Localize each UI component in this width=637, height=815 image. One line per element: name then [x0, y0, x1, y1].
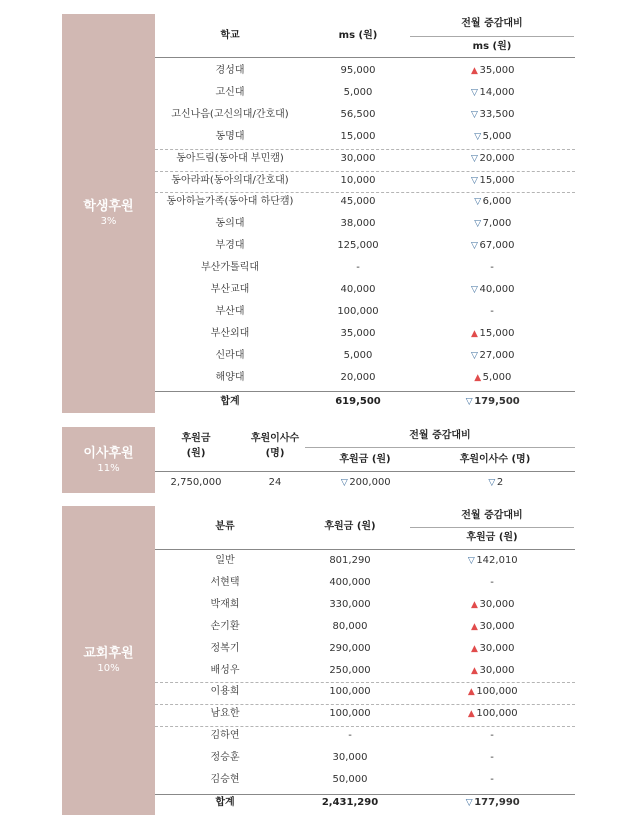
category-name: 이용희 — [210, 686, 240, 698]
row-divider — [155, 192, 575, 193]
row-divider — [155, 704, 575, 705]
change-cell: ▽ 33,500 — [471, 108, 515, 120]
up-triangle-icon: ▲ — [471, 643, 478, 654]
amount-value: 801,290 — [329, 555, 371, 566]
down-triangle-icon: ▽ — [471, 285, 478, 295]
amount-value: 50,000 — [332, 774, 368, 785]
change-cell: - — [490, 262, 494, 274]
category-name: 정승훈 — [210, 752, 240, 764]
director-count: 24 — [268, 477, 282, 488]
school-name: 동명대 — [215, 130, 245, 142]
change-cell: ▽ 40,000 — [471, 284, 515, 295]
ms-value: 5,000 — [343, 349, 373, 361]
church-total-line — [155, 794, 575, 795]
director-mom-amount: ▽ 200,000 — [340, 477, 391, 488]
amount-value: - — [348, 730, 352, 742]
director-mom-count: ▽ 2 — [488, 477, 504, 488]
change-cell: ▽ 15,000 — [471, 174, 515, 186]
church-section-title: 교회후원 — [83, 646, 134, 661]
amount-value: 80,000 — [332, 620, 368, 632]
ms-value: 20,000 — [340, 371, 376, 383]
student-total-ms: 619,500 — [335, 396, 381, 407]
down-triangle-icon: ▽ — [474, 219, 482, 230]
director-section-title: 이사후원 — [83, 445, 134, 461]
ms-value: 10,000 — [340, 174, 376, 186]
up-triangle-icon: ▲ — [467, 687, 475, 698]
header-divider — [305, 447, 575, 448]
up-triangle-icon: ▲ — [471, 66, 478, 76]
school-name: 고신나음(고신의대/간호대) — [171, 108, 289, 120]
change-cell: ▽ 20,000 — [471, 152, 515, 164]
ms-value: 125,000 — [337, 240, 379, 252]
down-triangle-icon: ▽ — [488, 478, 496, 488]
ms-value: 5,000 — [343, 86, 373, 98]
down-triangle-icon: ▽ — [471, 350, 478, 361]
header-bottom-line — [155, 57, 575, 58]
down-triangle-icon: ▽ — [474, 131, 482, 142]
down-triangle-icon: ▽ — [340, 478, 348, 488]
change-cell: ▽ 7,000 — [474, 218, 512, 230]
change-cell: ▲ 15,000 — [471, 327, 515, 339]
change-cell: - — [490, 752, 494, 764]
ms-value: 15,000 — [340, 130, 376, 142]
change-cell: ▲ 30,000 — [471, 664, 515, 676]
up-triangle-icon: ▲ — [474, 372, 482, 383]
category-name: 서현택 — [210, 576, 240, 588]
church-header-bottom-line — [155, 549, 575, 550]
school-name: 신라대 — [215, 349, 245, 361]
school-name: 해양대 — [215, 371, 245, 383]
category-name: 일반 — [215, 555, 235, 566]
category-name: 배성우 — [210, 664, 240, 676]
change-cell: - — [490, 730, 494, 742]
header-school: 학교 — [220, 30, 240, 41]
change-cell: ▽ 67,000 — [471, 240, 515, 252]
header-mom: 전월 증감대비 — [461, 510, 523, 521]
ms-value: 45,000 — [340, 196, 376, 208]
change-cell: ▲ 30,000 — [471, 620, 515, 632]
school-name: 부산대 — [215, 305, 245, 317]
header-ms: ms (원) — [338, 30, 378, 41]
director-section-label — [62, 427, 155, 493]
school-name: 부산외대 — [210, 327, 250, 339]
header-count-unit: (명) — [265, 448, 285, 459]
change-cell: ▲ 35,000 — [471, 65, 515, 76]
change-cell: ▲ 30,000 — [471, 642, 515, 654]
school-name: 부산가톨릭대 — [201, 262, 259, 274]
school-name: 경성대 — [215, 65, 245, 76]
ms-value: 95,000 — [340, 65, 376, 76]
church-total-label: 합계 — [215, 797, 235, 808]
down-triangle-icon: ▽ — [471, 153, 478, 164]
change-cell: - — [490, 774, 494, 785]
header-mom-sub: 후원금 (원) — [466, 532, 518, 543]
down-triangle-icon: ▽ — [474, 197, 482, 208]
down-triangle-icon: ▽ — [471, 241, 478, 252]
header-mom: 전월 증감대비 — [461, 18, 523, 29]
amount-value: 330,000 — [329, 598, 371, 610]
category-name: 정복기 — [210, 642, 240, 654]
ms-value: 30,000 — [340, 152, 376, 164]
up-triangle-icon: ▲ — [471, 328, 478, 339]
student-section-percent: 3% — [100, 216, 117, 227]
amount-value: 100,000 — [329, 708, 371, 720]
amount-value: 30,000 — [332, 752, 368, 764]
director-header-bottom-line — [155, 471, 575, 472]
down-triangle-icon: ▽ — [471, 175, 478, 186]
church-total-change: ▽ 177,990 — [465, 797, 520, 808]
ms-value: 40,000 — [340, 284, 376, 295]
ms-value: 38,000 — [340, 218, 376, 230]
down-triangle-icon: ▽ — [471, 109, 478, 120]
church-section-label — [62, 506, 155, 815]
ms-value: 100,000 — [337, 305, 379, 317]
church-total-amount: 2,431,290 — [321, 797, 379, 808]
school-name: 동아드림(동아대 부민캠) — [176, 152, 284, 164]
school-name: 동아하늘가족(동아대 하단캠) — [166, 196, 294, 208]
header-amount: 후원금 — [181, 433, 211, 444]
student-total-label: 합계 — [220, 396, 240, 407]
change-cell: ▲ 100,000 — [467, 708, 518, 720]
header-mom-amount: 후원금 (원) — [339, 454, 391, 465]
student-total-line — [155, 391, 575, 392]
amount-value: 250,000 — [329, 664, 371, 676]
student-section-label — [62, 14, 155, 413]
ms-value: 56,500 — [340, 108, 376, 120]
school-name: 고신대 — [215, 86, 245, 98]
school-name: 동의대 — [215, 218, 245, 230]
up-triangle-icon: ▲ — [471, 665, 478, 676]
student-section-title: 학생후원 — [83, 199, 134, 214]
down-triangle-icon: ▽ — [471, 87, 478, 98]
category-name: 김하연 — [210, 730, 240, 742]
director-section-percent: 11% — [97, 462, 120, 474]
down-triangle-icon: ▽ — [465, 397, 473, 407]
header-category: 분류 — [215, 521, 235, 532]
change-cell: ▽ 142,010 — [467, 555, 518, 566]
down-triangle-icon: ▽ — [467, 556, 475, 566]
amount-value: 400,000 — [329, 576, 371, 588]
change-cell: ▽ 6,000 — [474, 196, 512, 208]
header-count: 후원이사수 — [250, 433, 300, 444]
change-cell: ▲ 30,000 — [471, 598, 515, 610]
change-cell: ▲ 100,000 — [467, 686, 518, 698]
change-cell: ▽ 5,000 — [474, 130, 512, 142]
header-mom-count: 후원이사수 (명) — [459, 454, 531, 465]
down-triangle-icon: ▽ — [465, 798, 473, 808]
up-triangle-icon: ▲ — [471, 599, 478, 610]
header-amount: 후원금 (원) — [324, 521, 376, 532]
student-total-change: ▽ 179,500 — [465, 396, 520, 407]
header-mom-sub: ms (원) — [472, 41, 512, 52]
up-triangle-icon: ▲ — [471, 621, 478, 632]
category-name: 손기환 — [210, 620, 240, 632]
category-name: 박재희 — [210, 598, 240, 610]
church-section-percent: 10% — [97, 663, 120, 674]
amount-value: 290,000 — [329, 642, 371, 654]
change-cell: ▲ 5,000 — [474, 371, 512, 383]
school-name: 부산교대 — [210, 284, 250, 295]
row-divider — [155, 682, 575, 683]
school-name: 부경대 — [215, 240, 245, 252]
ms-value: 35,000 — [340, 327, 376, 339]
director-amount: 2,750,000 — [170, 477, 222, 488]
row-divider — [155, 171, 575, 172]
school-name: 동아라파(동아의대/간호대) — [171, 174, 289, 186]
row-divider — [155, 726, 575, 727]
amount-value: 100,000 — [329, 686, 371, 698]
header-amount-unit: (원) — [186, 448, 206, 459]
row-divider — [155, 149, 575, 150]
header-divider — [410, 527, 574, 528]
category-name: 김승현 — [210, 774, 240, 785]
change-cell: ▽ 14,000 — [471, 86, 515, 98]
change-cell: - — [490, 576, 494, 588]
change-cell: ▽ 27,000 — [471, 349, 515, 361]
up-triangle-icon: ▲ — [467, 709, 475, 720]
header-mom: 전월 증감대비 — [409, 430, 471, 441]
header-divider — [410, 36, 574, 37]
ms-value: - — [356, 262, 360, 274]
category-name: 남요한 — [210, 708, 240, 720]
change-cell: - — [490, 305, 494, 317]
